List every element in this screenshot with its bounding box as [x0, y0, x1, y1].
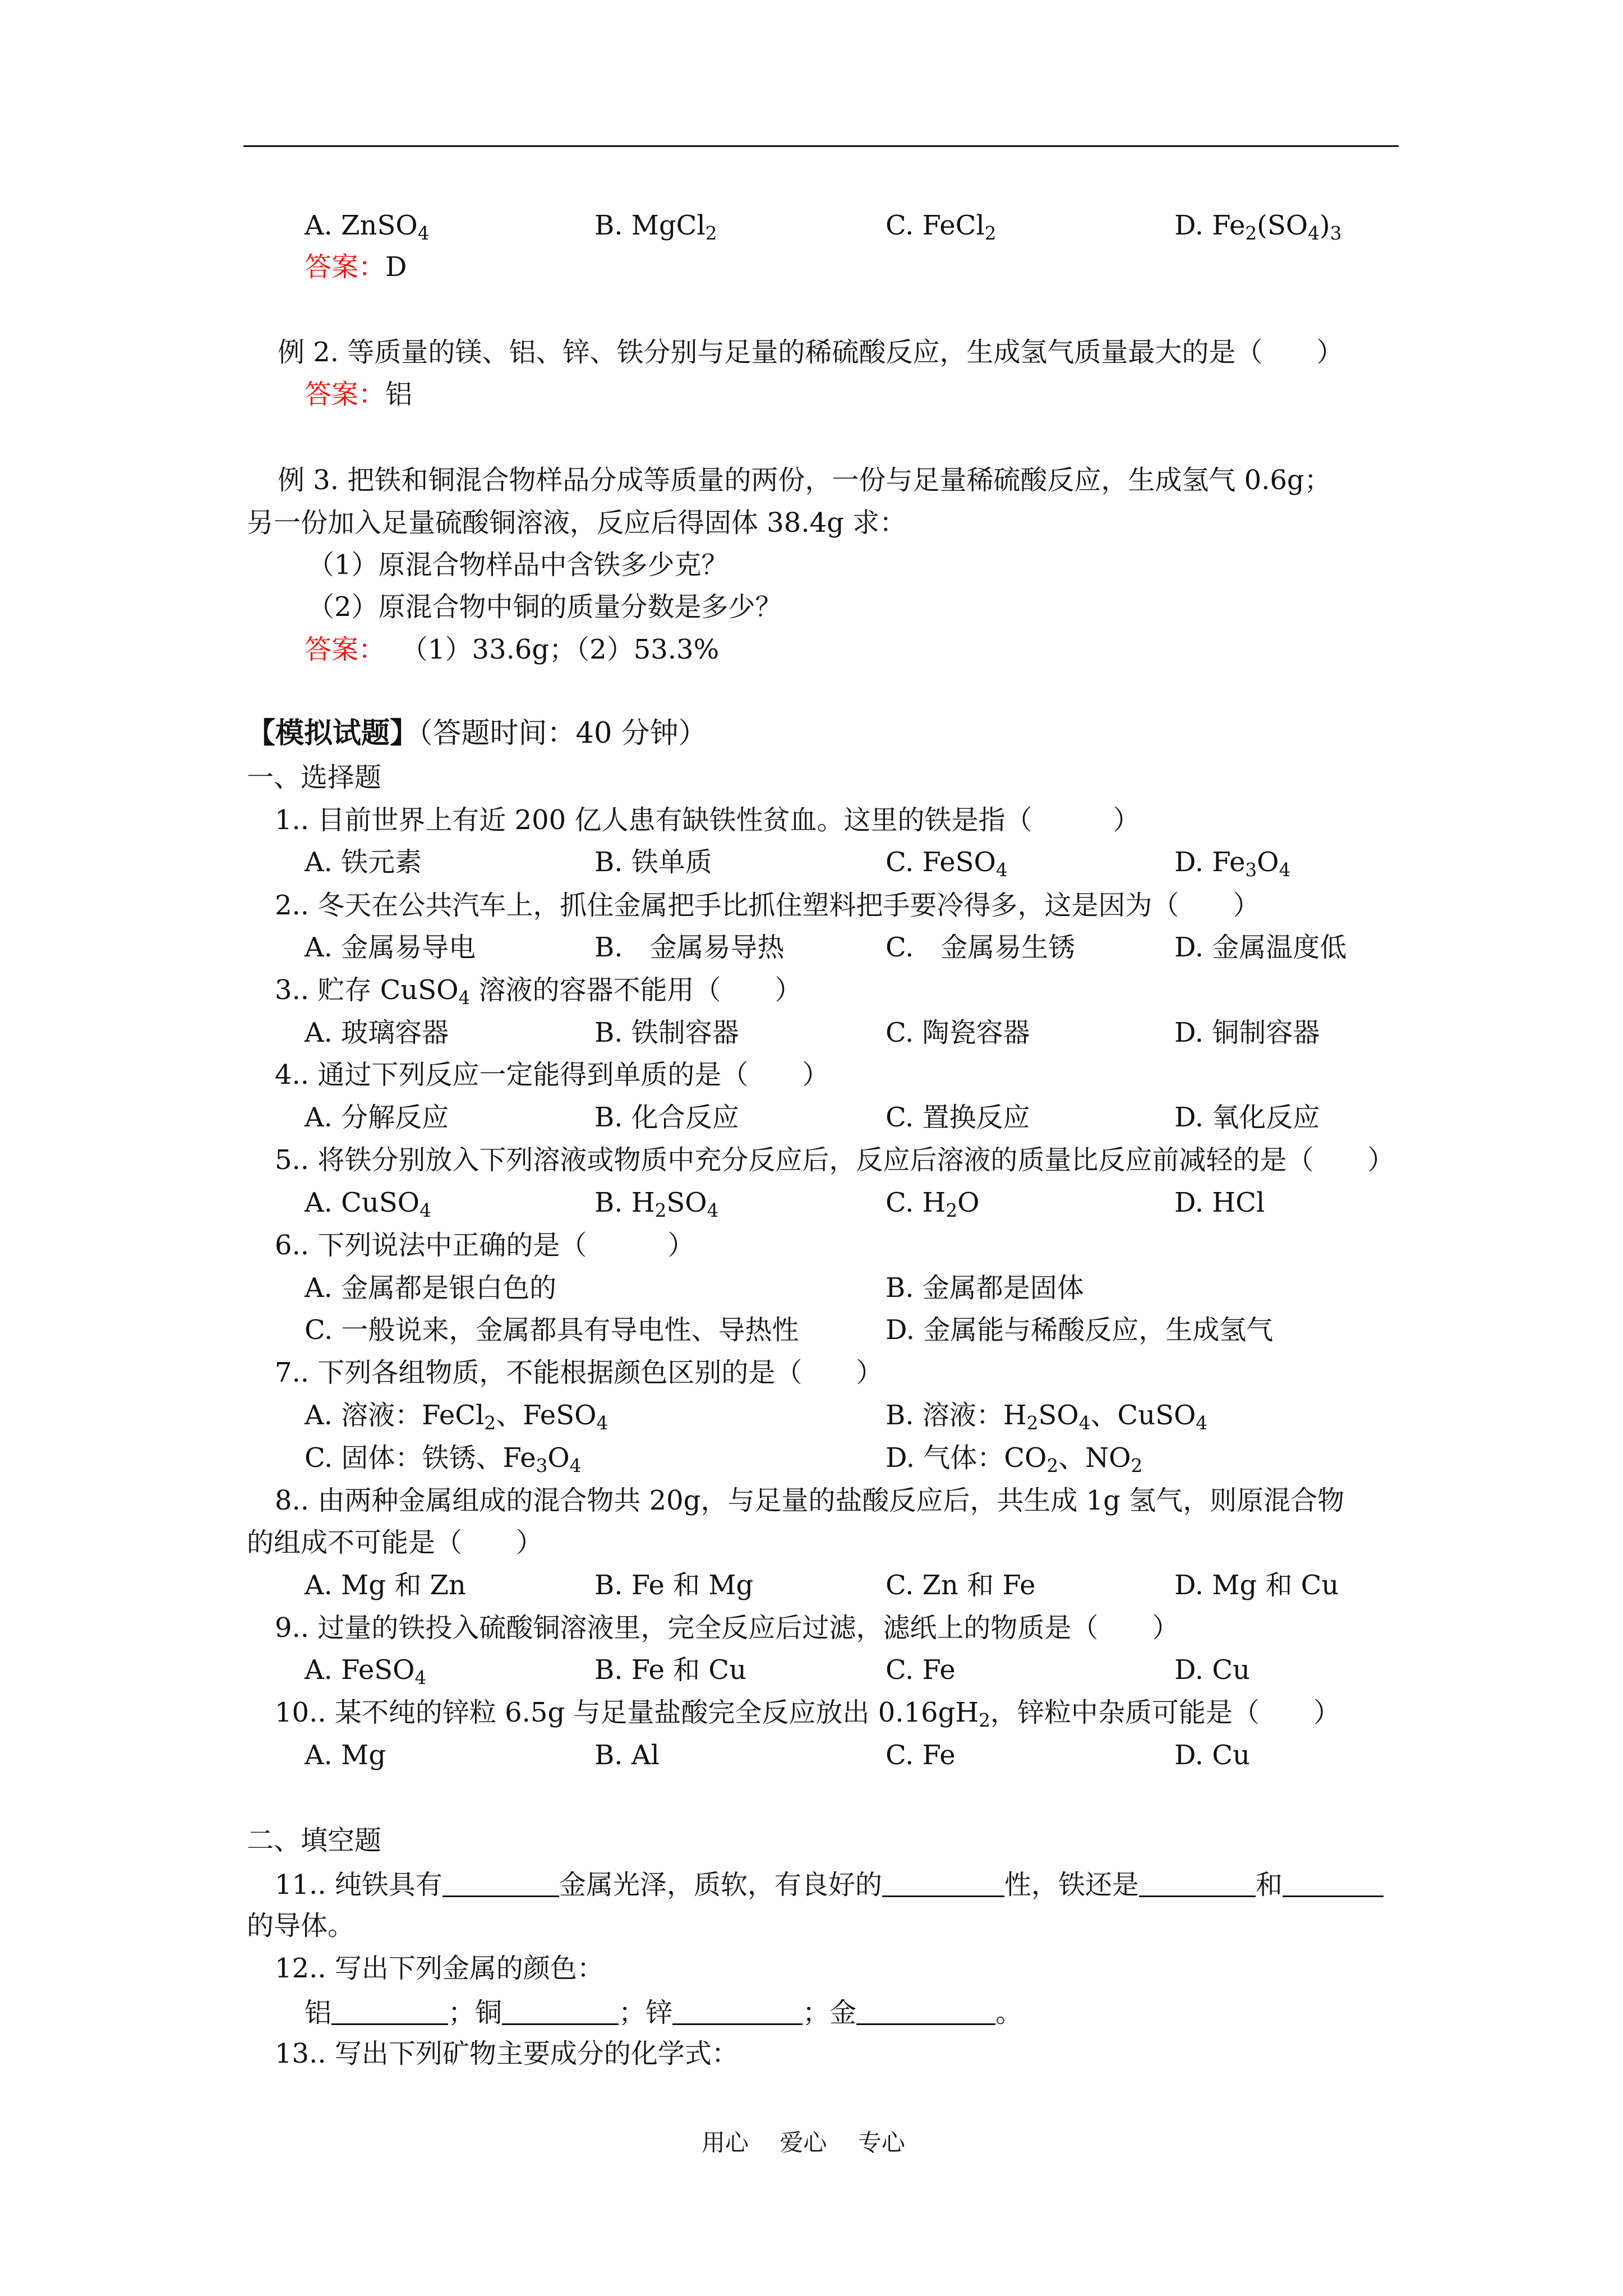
example-2-question: 例 2. 等质量的镁、铝、锌、铁分别与足量的稀硫酸反应，生成氢气质量最大的是（ ）: [278, 337, 1344, 368]
q4-option-b: B. 化合反应: [594, 1102, 739, 1133]
q11-line2: 的导体。: [247, 1910, 355, 1941]
prev-option-a: A. ZnSO$_4$: [305, 210, 430, 245]
q3-option-c: C. 陶瓷容器: [886, 1017, 1030, 1048]
q8-option-d: D. Mg 和 Cu: [1174, 1570, 1339, 1601]
q4-option-a: A. 分解反应: [305, 1102, 449, 1133]
example-3-answer: 答案： （1）33.6g；（2）53.3%: [305, 634, 720, 665]
section-fill-heading: 二、填空题: [247, 1825, 382, 1856]
q11-blank-4[interactable]: [1283, 1870, 1384, 1897]
q4-option-c: C. 置换反应: [886, 1102, 1030, 1133]
q12-blank-zinc[interactable]: [672, 1998, 803, 2025]
q5-option-d: D. HCl: [1174, 1187, 1265, 1218]
q5-option-b: B. $H_2SO_4$: [594, 1187, 719, 1222]
q5-option-a: A. CuSO$_4$: [305, 1187, 431, 1222]
prev-option-c: C. FeCl$_2$: [886, 210, 997, 245]
q10-option-c: C. Fe: [886, 1740, 956, 1771]
q1-option-a: A. 铁元素: [305, 846, 422, 878]
mock-test-heading: 【模拟试题】（答题时间：40 分钟）: [247, 716, 707, 750]
q9-option-c: C. Fe: [886, 1654, 956, 1686]
q8-option-b: B. Fe 和 Mg: [594, 1570, 754, 1601]
q3-option-a: A. 玻璃容器: [305, 1017, 449, 1048]
page-footer: 用心 爱心 专心: [702, 2129, 905, 2156]
q2-option-c: C. 金属易生锈: [886, 932, 1076, 963]
q1-option-b: B. 铁单质: [594, 846, 712, 878]
q9-option-a: A. FeSO$_4$: [305, 1654, 427, 1689]
q7-option-c: C. 固体：铁锈、$Fe_3O_4$: [305, 1442, 582, 1477]
q2-stem: 2.. 冬天在公共汽车上，抓住金属把手比抓住塑料把手要冷得多，这是因为（ ）: [275, 890, 1260, 921]
q8-option-a: A. Mg 和 Zn: [305, 1570, 466, 1601]
q9-option-b: B. Fe 和 Cu: [594, 1654, 747, 1686]
q10-option-a: A. Mg: [305, 1740, 386, 1771]
prev-option-d: D. $Fe_2(SO_4)_3$: [1174, 210, 1342, 245]
q2-option-a: A. 金属易导电: [305, 932, 476, 963]
example-3-question-line1: 例 3. 把铁和铜混合物样品分成等质量的两份，一份与足量稀硫酸反应，生成氢气 0.6g；: [278, 464, 1331, 496]
q12-blank-aluminum[interactable]: [331, 1998, 448, 2025]
q5-stem: 5.. 将铁分别放入下列溶液或物质中充分反应后，反应后溶液的质量比反应前减轻的是（ ）: [275, 1144, 1395, 1176]
q2-option-d: D. 金属温度低: [1174, 932, 1347, 963]
q6-stem: 6.. 下列说法中正确的是（ ）: [275, 1230, 695, 1261]
q8-option-c: C. Zn 和 Fe: [886, 1570, 1036, 1601]
q9-stem: 9.. 过量的铁投入硫酸铜溶液里，完全反应后过滤，滤纸上的物质是（ ）: [275, 1612, 1179, 1644]
q4-option-d: D. 氧化反应: [1174, 1102, 1320, 1133]
example-3-question-line2: 另一份加入足量硫酸铜溶液，反应后得固体 38.4g 求：: [247, 507, 907, 539]
q11-blank-2[interactable]: [882, 1870, 1004, 1897]
q9-option-d: D. Cu: [1174, 1654, 1250, 1686]
q1-option-c: C. FeSO$_4$: [886, 846, 1008, 881]
q4-stem: 4.. 通过下列反应一定能得到单质的是（ ）: [275, 1059, 829, 1091]
q13-stem: 13.. 写出下列矿物主要成分的化学式：: [275, 2038, 739, 2069]
q10-stem: 10.. 某不纯的锌粒 6.5g 与足量盐酸完全反应放出 $0.16gH_2$，锌粒中杂质可能是（ ）: [275, 1697, 1340, 1732]
header-rule: [243, 145, 1399, 147]
q10-option-b: B. Al: [594, 1740, 660, 1771]
q10-option-d: D. Cu: [1174, 1740, 1250, 1771]
q6-option-d: D. 金属能与稀酸反应，生成氢气: [886, 1314, 1274, 1346]
q7-option-b: B. 溶液：$H_2SO_4$、CuSO$_4$: [886, 1400, 1208, 1434]
section-choice-heading: 一、选择题: [247, 762, 382, 793]
q7-option-d: D. 气体：$CO_2$、$NO_2$: [886, 1442, 1143, 1477]
example-2-answer: 答案：铝: [305, 379, 413, 410]
q12-blanks: 铝 ；铜 ；锌 ；金 。: [305, 1996, 1023, 2028]
q6-option-a: A. 金属都是银白色的: [305, 1272, 557, 1304]
q8-stem-line1: 8.. 由两种金属组成的混合物共 20g，与足量的盐酸反应后，共生成 1g 氢气，则原混合物: [275, 1485, 1345, 1516]
q7-option-a: A. 溶液：FeCl$_2$、FeSO$_4$: [305, 1400, 608, 1434]
q6-option-b: B. 金属都是固体: [886, 1272, 1084, 1304]
q8-stem-line2: 的组成不可能是（ ）: [247, 1527, 543, 1558]
q11-blank-1[interactable]: [442, 1870, 559, 1897]
q5-option-c: C. $H_2O$: [886, 1187, 980, 1222]
q6-option-c: C. 一般说来，金属都具有导电性、导热性: [305, 1314, 799, 1346]
q12-stem: 12.. 写出下列金属的颜色：: [275, 1953, 604, 1984]
example-3-subquestion-2: （2）原混合物中铜的质量分数是多少？: [307, 591, 782, 623]
q1-stem: 1.. 目前世界上有近 200 亿人患有缺铁性贫血。这里的铁是指（ ）: [275, 804, 1140, 836]
q11-blank-3[interactable]: [1139, 1870, 1256, 1897]
q7-stem: 7.. 下列各组物质，不能根据颜色区别的是（ ）: [275, 1357, 883, 1388]
q12-blank-copper[interactable]: [502, 1998, 619, 2025]
q11-line1: 11.. 纯铁具有 金属光泽，质软，有良好的 性，铁还是 和: [275, 1870, 1384, 1898]
prev-answer: 答案：D: [305, 251, 407, 283]
q2-option-b: B. 金属易导热: [594, 932, 785, 963]
prev-option-b: B. MgCl$_2$: [594, 210, 717, 245]
q3-option-d: D. 铜制容器: [1174, 1017, 1320, 1048]
example-3-subquestion-1: （1）原混合物样品中含铁多少克？: [307, 549, 728, 581]
q1-option-d: D. $Fe_3O_4$: [1174, 846, 1291, 881]
q3-stem: 3.. 贮存 CuSO$_4$ 溶液的容器不能用（ ）: [275, 974, 802, 1009]
q3-option-b: B. 铁制容器: [594, 1017, 739, 1048]
q12-blank-gold[interactable]: [856, 1998, 995, 2025]
